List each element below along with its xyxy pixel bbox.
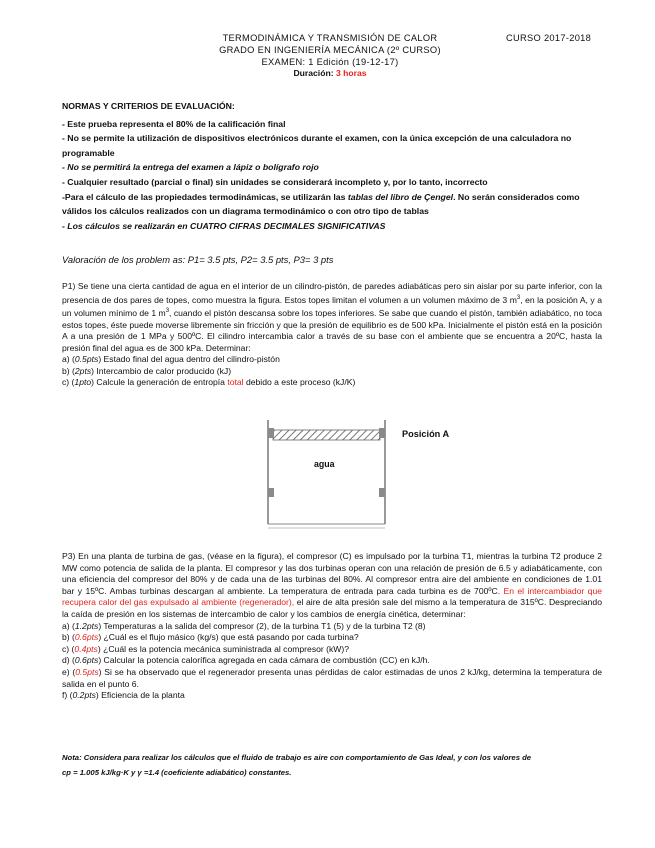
note-line: Nota: Considera para realizar los cálculos que el fluido de trabajo es aire con comportamiento de Gas Ideal, y con los valores de xyxy=(62,753,532,762)
p1-question-c xyxy=(62,377,602,389)
p3-question-e xyxy=(62,667,602,690)
rule-item: - Los cálculos se realizarán en CUATRO CIFRAS DECIMALES SIGNIFICATIVAS xyxy=(62,220,386,231)
rule-item: - No se permitirá la entrega del examen a lápiz o bolígrafo rojo xyxy=(62,162,319,173)
p1-text: , cuando el pistón descansa sobre los topes inferiores. Se sabe que cuando el pistón, también adiabático, no toca estos topes, éste puede moverse libremente sin fricción y que la presión de equilibrio es de 500 kPa. Inicialmente el pistón está en la posición A a una presión de 1 MPa y 500ºC. El cilindro intercambia calor a través de su base con el ambiente que se encuentra a 20ºC, hasta la presión final del agua es de 300 kPa. Determinar: xyxy=(62,307,602,353)
p3-question-d xyxy=(62,655,602,667)
q-text: ) Calcule la generación de entropía xyxy=(91,377,228,388)
q-prefix: b) ( xyxy=(62,365,75,376)
q-points: 0.2pts xyxy=(72,690,96,701)
q-text: debido a este proceso (kJ/K) xyxy=(243,377,356,388)
rule-item: - Este prueba representa el 80% de la calificación final xyxy=(62,118,286,129)
q-text: ) ¿Cuál es el flujo másico (kg/s) que está pasando por cada turbina? xyxy=(98,632,359,643)
rule-text: -Para el cálculo de las propiedades termodinámicas, se utilizarán las xyxy=(62,191,348,202)
q-prefix: f) ( xyxy=(62,690,73,701)
q-points: 0.4pts xyxy=(74,643,98,654)
rules-title: NORMAS Y CRITERIOS DE EVALUACIÓN: xyxy=(62,101,235,111)
p1-text: , en la posición A, y a un volumen mínimo de 1 m xyxy=(62,294,602,318)
q-emphasis: total xyxy=(227,377,244,388)
p3-text: el aire de alta presión sale del mismo a la temperatura de 315ºC. Despreciando la caída de presión en los sistemas de intercambio de calor y los cambios de energía cinética, determinar: xyxy=(62,597,602,619)
q-points: 1.2pts xyxy=(74,620,99,631)
p3-question-a xyxy=(62,621,602,633)
duration-label: Duración: xyxy=(293,68,334,78)
q-prefix: e) ( xyxy=(62,666,76,677)
q-points: 0.6pts xyxy=(74,655,99,666)
position-a-label: Posición A xyxy=(402,429,450,439)
q-points: 0.5pts xyxy=(74,354,99,365)
evaluation-rules xyxy=(62,99,602,233)
q-text: ) Estado final del agua dentro del cilindro-pistón xyxy=(98,354,280,365)
q-text: ) Eficiencia de la planta xyxy=(95,690,185,701)
course-year: CURSO 2017-2018 xyxy=(506,33,592,43)
p3-question-b xyxy=(62,632,602,644)
p3-question-f xyxy=(62,690,602,702)
p1-superscript: 3 xyxy=(165,308,170,315)
upper-stop-left xyxy=(268,428,274,438)
q-text: ) Temperaturas a la salida del compresor (2), de la turbina T1 (5) y de la turbina T2 (8) xyxy=(98,620,426,631)
water-label: agua xyxy=(314,459,335,469)
q-prefix: d) ( xyxy=(62,655,75,666)
upper-stop-right xyxy=(379,428,385,438)
p3-text: P3) En una planta de turbina de gas, (véase en la figura), el compresor (C) es impulsado por la turbina T1, mientras la turbina T2 produce 2 MW como potencia de salida de la planta. El compresor y las dos turbinas operan con una relación de presión de 6.5 y adiabáticamente, con una eficiencia del compresor del 80% y de cada una de las turbinas del 80%. Al compresor entra aire del ambiente en condiciones de 1.01 bar y 15ºC. Ambas turbinas descargan al ambiente. La temperatura de entrada para cada turbina es de 700ºC. xyxy=(62,551,602,596)
duration-value: 3 horas xyxy=(335,68,367,78)
header-title-line1: TERMODINÁMICA Y TRANSMISIÓN DE CALOR xyxy=(222,33,438,43)
problem-3 xyxy=(62,551,602,702)
points-valuation: Valoración de los problem as: P1= 3.5 pts, P2= 3.5 pts, P3= 3 pts xyxy=(62,254,334,265)
q-points: 0.6pts xyxy=(74,632,99,643)
note-line: cp = 1.005 kJ/kg·K y γ =1.4 (coeficiente adiabático) constantes. xyxy=(62,767,292,777)
rule-item: - Cualquier resultado (parcial o final) sin unidades se considerará incompleto y, por lo tanto, incorrecto xyxy=(62,176,488,187)
q-text: ) Si se ha observado que el regenerador presenta unas pérdidas de calor estimadas de unos 2 kJ/kg, determina la temperatura de salida en el punto 6. xyxy=(62,666,602,689)
header-exam-date: EXAMEN: 1 Edición (19-12-17) xyxy=(261,57,399,67)
q-prefix: c) ( xyxy=(62,643,75,654)
q-points: 0.5pts xyxy=(75,666,99,677)
rule-item: - No se permite la utilización de dispositivos electrónicos durante el examen, con la única excepción de una calculadora no programable xyxy=(62,133,572,158)
rule-item xyxy=(62,190,602,219)
problem-1-statement xyxy=(62,281,602,354)
p1-superscript: 3 xyxy=(516,294,521,301)
header-title-line2: GRADO EN INGENIERÍA MECÁNICA (2º CURSO) xyxy=(219,45,441,55)
piston xyxy=(273,430,380,440)
p1-question-b xyxy=(62,366,602,378)
lower-stop-left xyxy=(268,488,274,497)
exam-duration xyxy=(165,68,495,78)
rule-emphasis: tablas del libro de Çengel xyxy=(347,191,454,202)
q-text: ) ¿Cuál es la potencia mecánica suministrada al compresor (kW)? xyxy=(97,643,350,654)
rule-text: . No serán considerados como válidos los cálculos realizados con un diagrama termodinámico o con otro tipo de tablas xyxy=(62,191,580,217)
problem-1 xyxy=(62,281,602,389)
q-points: 2pts xyxy=(74,365,92,376)
p3-emphasis: En el intercambiador que recupera calor del gas expulsado al ambiente (regenerador), xyxy=(62,585,603,608)
q-prefix: a) ( xyxy=(62,620,75,631)
q-text: ) Calcular la potencia calorífica agregada en cada cámara de combustión (CC) en kJ/h. xyxy=(98,655,430,666)
q-text: ) Intercambio de calor producido (kJ) xyxy=(91,365,232,376)
q-points: 1pto xyxy=(74,377,92,388)
q-prefix: b) ( xyxy=(62,632,75,643)
final-note xyxy=(62,751,602,780)
lower-stop-right xyxy=(379,488,385,497)
problem-3-statement xyxy=(62,551,602,621)
p1-text: P1) Se tiene una cierta cantidad de agua en el interior de un cilindro-pistón, de paredes adiabáticas pero sin aislar por su parte inferior, con la presencia de dos pares de topes, como muestra la figura. Estos topes limitan el volumen a un volumen máximo de 3 m xyxy=(62,281,602,305)
p1-question-a xyxy=(62,354,602,366)
q-prefix: a) ( xyxy=(62,354,75,365)
p3-question-c xyxy=(62,644,602,656)
q-prefix: c) ( xyxy=(62,377,75,388)
